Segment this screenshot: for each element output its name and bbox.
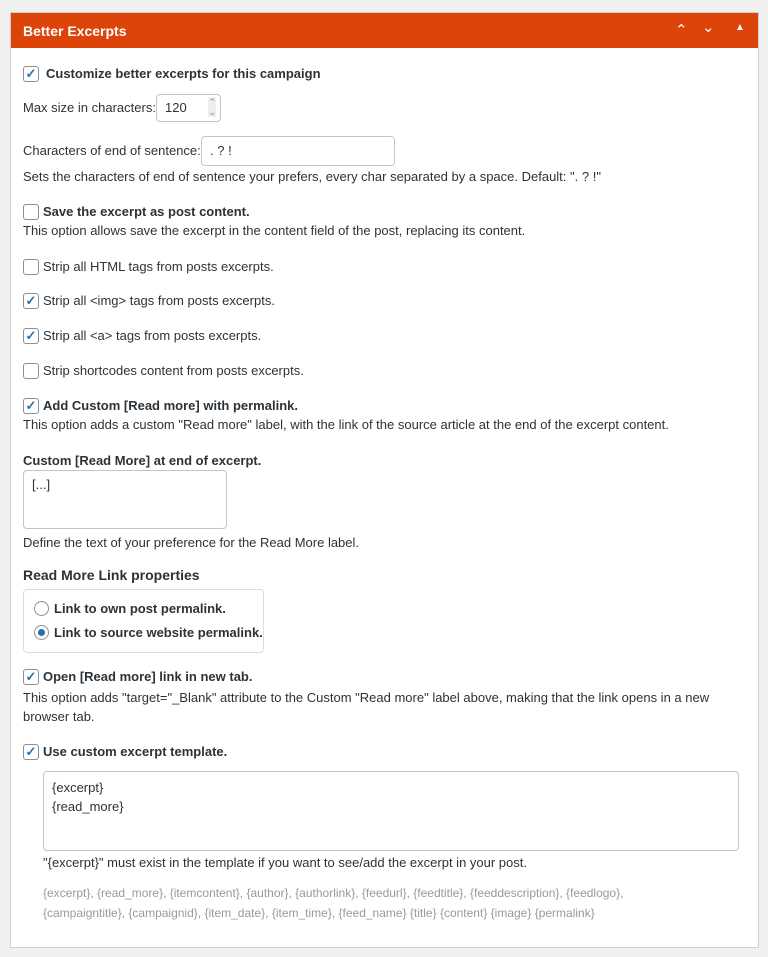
strip-shortcodes-label: Strip shortcodes content from posts excerpts.: [43, 363, 304, 378]
custom-readmore-textarea[interactable]: [...]: [23, 470, 227, 529]
radio-source-permalink[interactable]: [34, 625, 49, 640]
end-chars-desc: Sets the characters of end of sentence your prefers, every char separated by a space. Default: ". ? !": [23, 169, 601, 184]
strip-img-checkbox[interactable]: ✓: [23, 293, 39, 309]
link-props-heading: Read More Link properties: [23, 567, 200, 583]
new-tab-label: Open [Read more] link in new tab.: [43, 669, 253, 684]
save-excerpt-checkbox[interactable]: [23, 204, 39, 220]
strip-html-label: Strip all HTML tags from posts excerpts.: [43, 259, 274, 274]
strip-a-label: Strip all <a> tags from posts excerpts.: [43, 328, 262, 343]
max-size-label: Max size in characters:: [23, 100, 156, 115]
radio-source-permalink-label: Link to source website permalink.: [54, 625, 263, 640]
max-size-input[interactable]: [156, 94, 221, 122]
add-readmore-desc: This option adds a custom "Read more" label, with the link of the source article at the end of the excerpt content.: [23, 417, 669, 432]
max-size-value: 120: [165, 100, 187, 115]
strip-img-label: Strip all <img> tags from posts excerpts.: [43, 293, 275, 308]
collapse-toggle-icon[interactable]: ▲: [735, 22, 745, 33]
radio-own-permalink-label: Link to own post permalink.: [54, 601, 226, 616]
new-tab-checkbox[interactable]: ✓: [23, 669, 39, 685]
strip-a-checkbox[interactable]: ✓: [23, 328, 39, 344]
save-excerpt-desc: This option allows save the excerpt in the content field of the post, replacing its content.: [23, 223, 526, 238]
panel-header: [11, 13, 758, 48]
custom-readmore-label: Custom [Read More] at end of excerpt.: [23, 453, 262, 468]
radio-own-permalink[interactable]: [34, 601, 49, 616]
strip-html-checkbox[interactable]: [23, 259, 39, 275]
new-tab-desc-cont: browser tab.: [23, 709, 95, 724]
custom-readmore-desc: Define the text of your preference for the Read More label.: [23, 535, 360, 550]
template-note: "{excerpt}" must exist in the template if you want to see/add the excerpt in your post.: [43, 855, 527, 870]
template-tags-2: {campaigntitle}, {campaignid}, {item_date}, {item_time}, {feed_name} {title} {content} {image} {permalink}: [43, 906, 595, 920]
new-tab-desc: This option adds "target="_Blank" attribute to the Custom "Read more" label above, making that the link opens in a new: [23, 690, 710, 705]
end-chars-label: Characters of end of sentence:: [23, 143, 201, 158]
save-excerpt-label: Save the excerpt as post content.: [43, 204, 250, 219]
move-down-button[interactable]: ⌄: [702, 19, 715, 36]
strip-shortcodes-checkbox[interactable]: [23, 363, 39, 379]
template-line-1: {excerpt}: [52, 780, 104, 795]
end-chars-input[interactable]: . ? !: [201, 136, 395, 166]
template-checkbox[interactable]: ✓: [23, 744, 39, 760]
add-readmore-label: Add Custom [Read more] with permalink.: [43, 398, 298, 413]
link-props-group: [23, 589, 264, 653]
customize-checkbox[interactable]: ✓: [23, 66, 39, 82]
spinner-icon[interactable]: ⌃ ⌄: [208, 97, 216, 117]
template-line-2: {read_more}: [52, 799, 124, 814]
add-readmore-checkbox[interactable]: ✓: [23, 398, 39, 414]
move-up-button[interactable]: ⌃: [675, 22, 688, 39]
template-tags-1: {excerpt}, {read_more}, {itemcontent}, {author}, {authorlink}, {feedurl}, {feedtitle}, {feeddescription}, {feedlogo},: [43, 886, 624, 900]
template-textarea[interactable]: [43, 771, 739, 851]
panel-title: Better Excerpts: [23, 23, 127, 39]
customize-label: Customize better excerpts for this campaign: [46, 66, 321, 81]
template-label: Use custom excerpt template.: [43, 744, 228, 759]
